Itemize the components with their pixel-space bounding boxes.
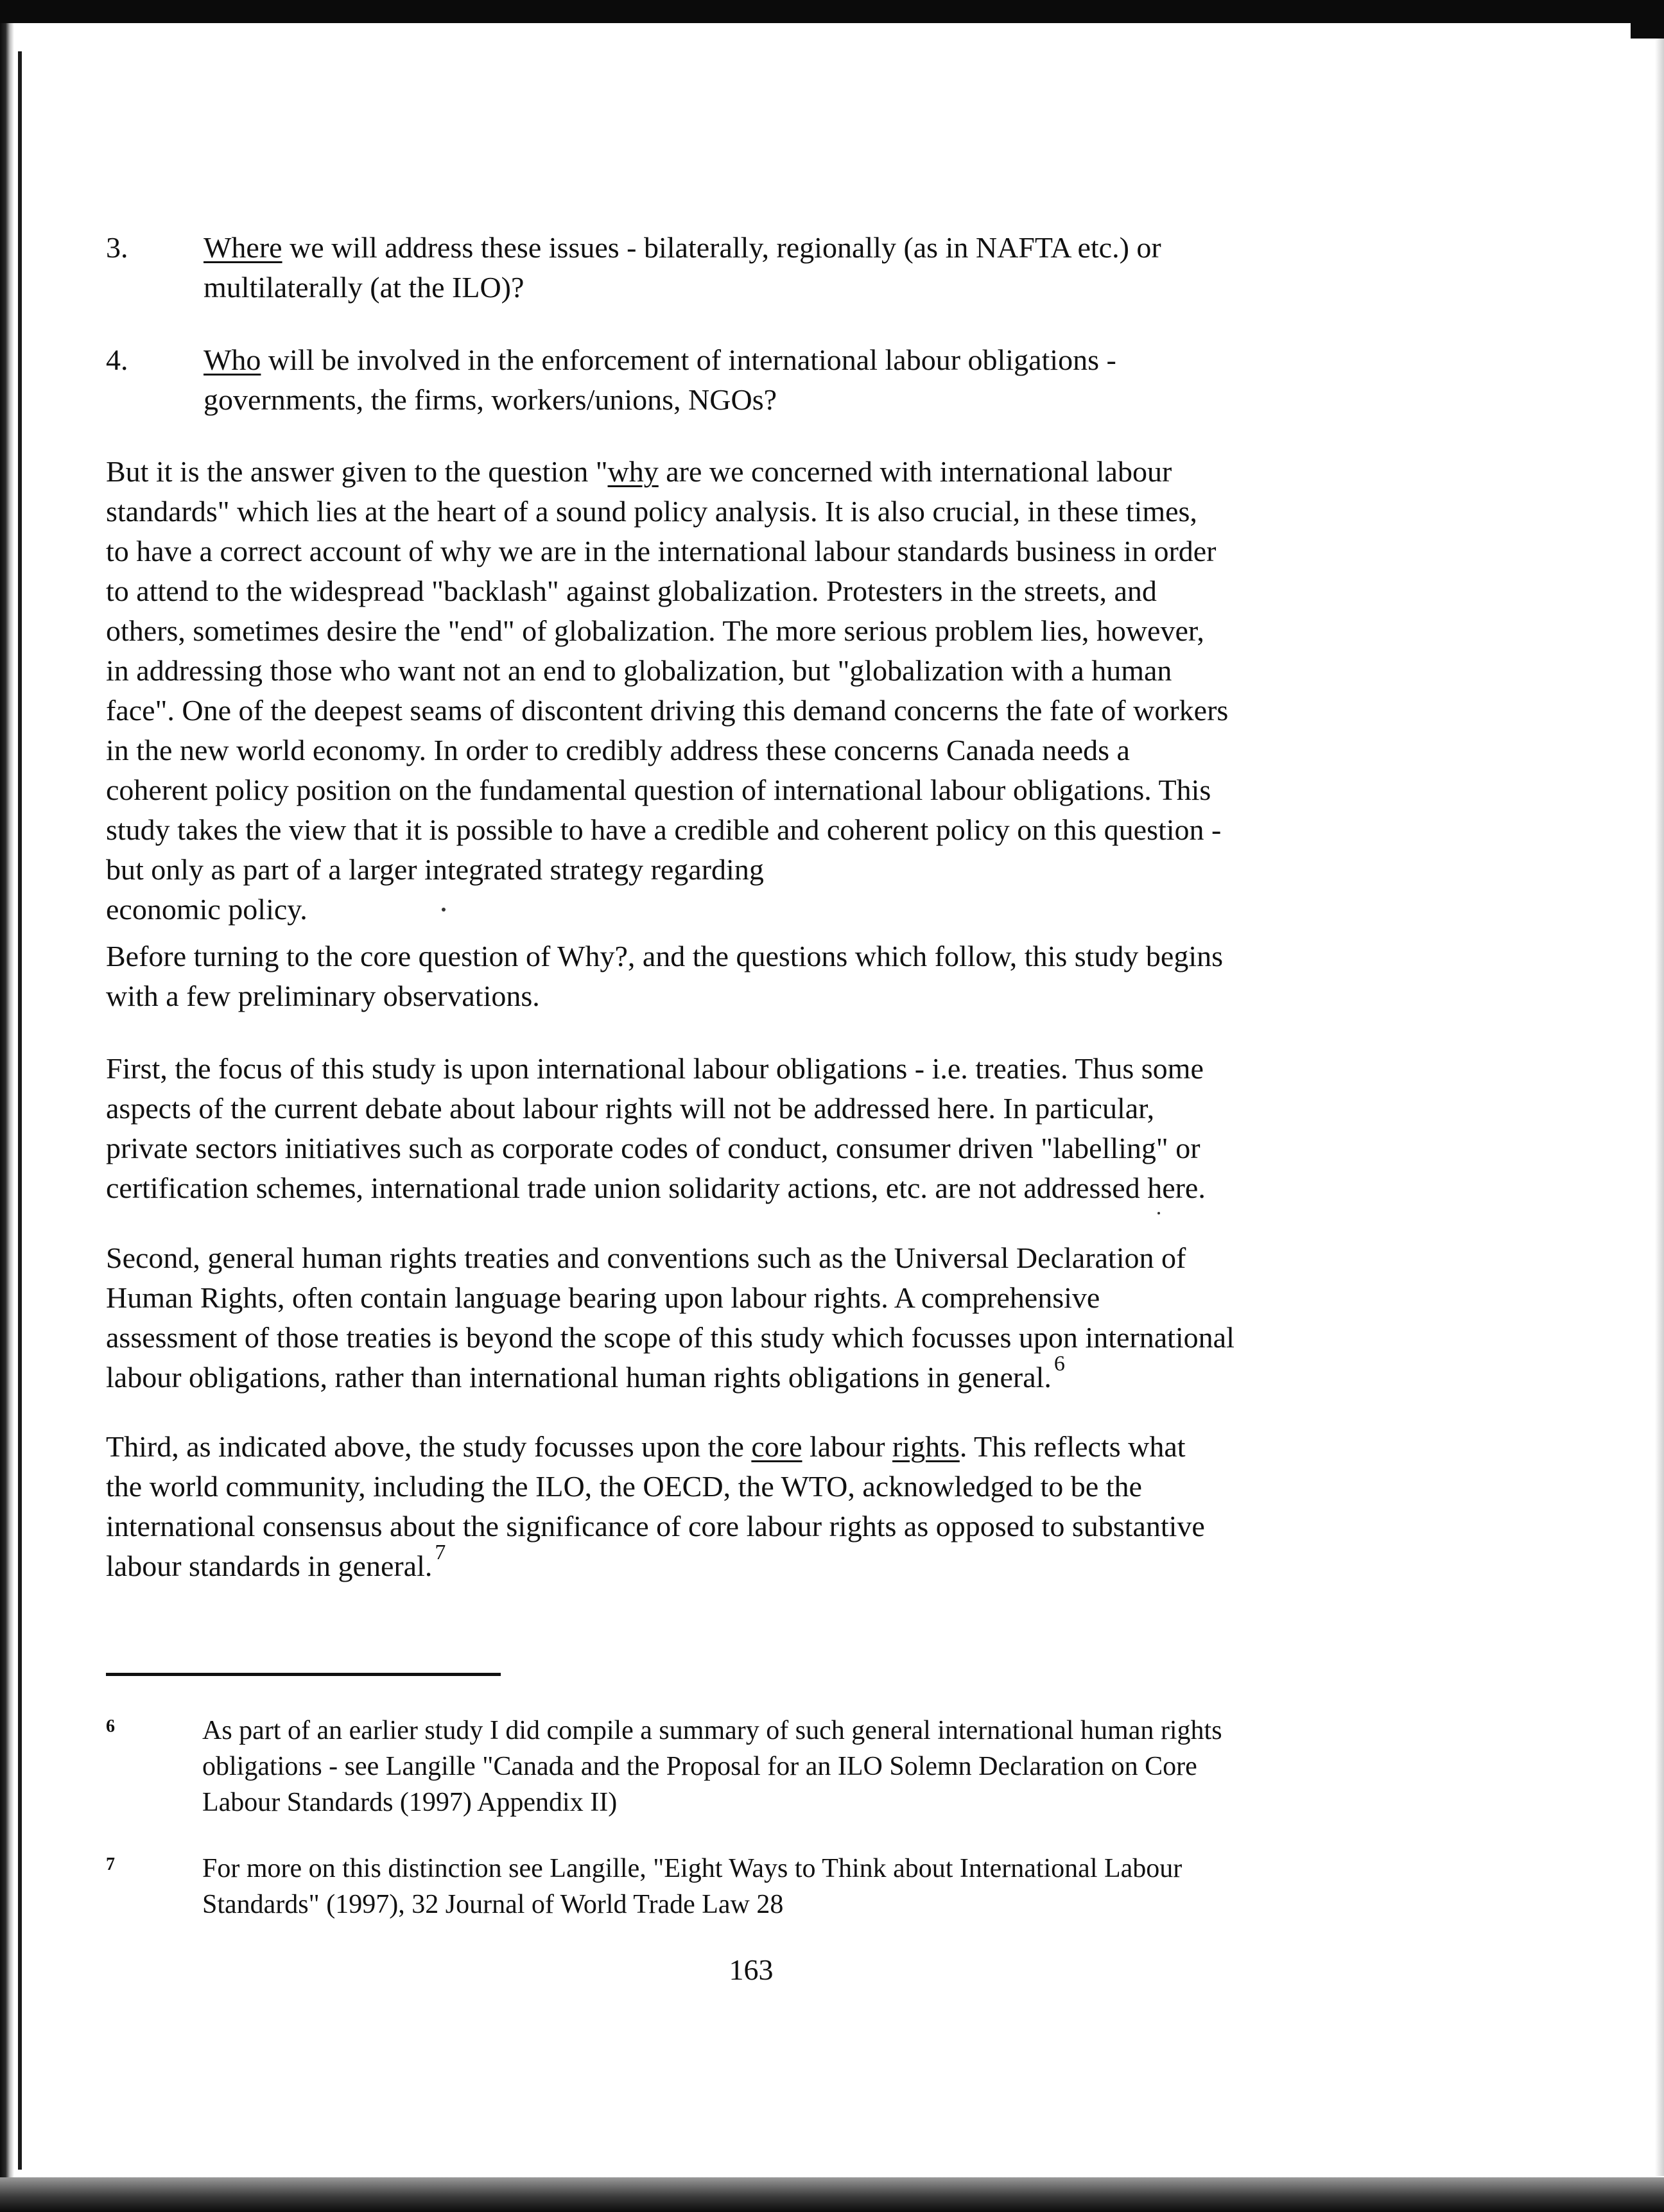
paragraph-line: in addressing those who want not an end to globalization, but "globalization with a human: [106, 654, 1172, 687]
text-run: labour: [802, 1430, 893, 1463]
text-run: Third, as indicated above, the study focusses upon the: [106, 1430, 752, 1463]
text-run: are we concerned with international labour: [658, 455, 1172, 488]
paragraph-line: study takes the view that it is possible to have a credible and coherent policy on this question -: [106, 813, 1222, 846]
footnote-line: Standards" (1997), 32 Journal of World Trade Law 28: [202, 1890, 784, 1919]
footnote-reference[interactable]: 6: [1053, 1352, 1065, 1376]
body-paragraph: [106, 452, 1390, 929]
body-paragraph: [106, 1427, 1390, 1589]
item-number: 4.: [106, 343, 128, 376]
footnote-line: obligations - see Langille "Canada and the Proposal for an ILO Solemn Declaration on Core: [202, 1752, 1197, 1781]
text-run: . This reflects what: [959, 1430, 1186, 1463]
text-run: labour standards in general.: [106, 1550, 433, 1582]
item-text: [204, 228, 1359, 307]
paragraph-line: [106, 1427, 1390, 1467]
underlined-word: why: [607, 455, 659, 488]
item-keyword: Who: [204, 343, 261, 376]
paragraph-line: certification schemes, international trade union solidarity actions, etc. are not addressed here.: [106, 1171, 1206, 1204]
item-line: will be involved in the enforcement of international labour obligations -: [261, 343, 1116, 376]
paragraph-line: aspects of the current debate about labour rights will not be addressed here. In particular,: [106, 1092, 1155, 1125]
item-number: 3.: [106, 231, 128, 264]
item-line: governments, the firms, workers/unions, NGOs?: [204, 383, 777, 416]
underlined-word: core: [751, 1430, 802, 1463]
paragraph-line: to attend to the widespread "backlash" against globalization. Protesters in the streets, and: [106, 575, 1157, 607]
body-paragraph: [106, 1238, 1390, 1401]
paragraph-line: Before turning to the core question of Why?, and the questions which follow, this study begins: [106, 940, 1224, 972]
footnote-line: Labour Standards (1997) Appendix II): [202, 1788, 618, 1817]
paragraph-line: economic policy.: [106, 893, 308, 926]
item-line: multilaterally (at the ILO)?: [204, 271, 524, 304]
paragraph-line: but only as part of a larger integrated strategy regarding: [106, 853, 764, 886]
paragraph-line: others, sometimes desire the "end" of globalization. The more serious problem lies, however,: [106, 614, 1204, 647]
item-text: [204, 340, 1359, 420]
paragraph-line: international consensus about the significance of core labour rights as opposed to substantive: [106, 1510, 1205, 1542]
body-paragraph: [106, 1049, 1390, 1208]
page-number: 163: [729, 1953, 774, 1986]
paragraph-line: [106, 1352, 1390, 1401]
paragraph-line: private sectors initiatives such as corporate codes of conduct, consumer driven "labelling" or: [106, 1132, 1200, 1164]
item-keyword: Where: [204, 231, 282, 264]
paragraph-line: to have a correct account of why we are in the international labour standards business in order: [106, 535, 1217, 567]
footnote-line: For more on this distinction see Langille, "Eight Ways to Think about International Labour: [202, 1854, 1183, 1883]
footnote-text: [202, 1851, 1390, 1923]
text-run: labour obligations, rather than international human rights obligations in general.: [106, 1361, 1052, 1394]
paragraph-line: in the new world economy. In order to credibly address these concerns Canada needs a: [106, 734, 1130, 766]
paragraph-line: First, the focus of this study is upon international labour obligations - i.e. treaties. Thus some: [106, 1052, 1204, 1085]
paragraph-line: [106, 452, 1390, 492]
footnote-marker: 7: [106, 1854, 115, 1874]
paragraph-line: assessment of those treaties is beyond the scope of this study which focusses upon international: [106, 1321, 1235, 1354]
paragraph-line: standards" which lies at the heart of a sound policy analysis. It is also crucial, in these times,: [106, 495, 1197, 528]
footnote-reference[interactable]: 7: [435, 1541, 446, 1564]
item-line: we will address these issues - bilaterally, regionally (as in NAFTA etc.) or: [282, 231, 1161, 264]
paragraph-line: Human Rights, often contain language bearing upon labour rights. A comprehensive: [106, 1281, 1100, 1314]
footnote-line: As part of an earlier study I did compile a summary of such general international human rights: [202, 1716, 1222, 1745]
underlined-word: rights: [892, 1430, 960, 1463]
paragraph-line: coherent policy position on the fundamental question of international labour obligations. This: [106, 773, 1211, 806]
paragraph-line: [106, 1541, 1390, 1589]
footnote-marker: 6: [106, 1716, 115, 1736]
paragraph-line: face". One of the deepest seams of discontent driving this demand concerns the fate of workers: [106, 694, 1229, 727]
footnote-divider: [106, 1673, 501, 1676]
text-run: But it is the answer given to the question ": [106, 455, 608, 488]
paragraph-line: Second, general human rights treaties and conventions such as the Universal Declaration of: [106, 1241, 1186, 1274]
paragraph-line: the world community, including the ILO, the OECD, the WTO, acknowledged to be the: [106, 1470, 1142, 1503]
footnote-text: [202, 1713, 1390, 1820]
paragraph-line: with a few preliminary observations.: [106, 980, 540, 1012]
body-paragraph: [106, 937, 1390, 1016]
